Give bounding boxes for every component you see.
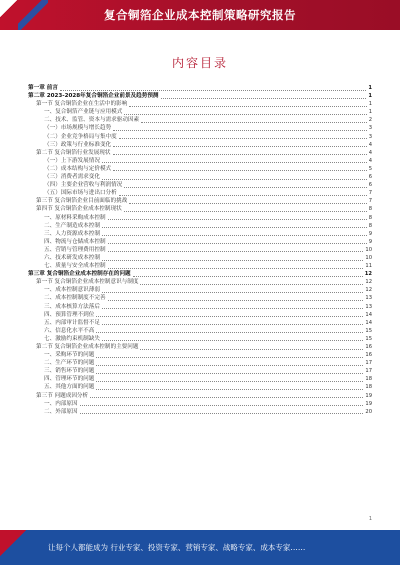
toc-entry-page: 9 bbox=[368, 230, 372, 237]
toc-entry-page: 8 bbox=[368, 222, 372, 229]
toc-leader-dots bbox=[113, 142, 367, 147]
toc-entry-page: 4 bbox=[368, 141, 372, 148]
toc-entry-text: 二、生产环节的问题 bbox=[44, 360, 95, 367]
toc-title: 内容目录 bbox=[171, 56, 228, 70]
toc-entry-text: （三）政策与行业标准变化 bbox=[44, 141, 112, 148]
toc-entry-page: 17 bbox=[365, 360, 372, 367]
toc-entry[interactable] bbox=[28, 303, 372, 311]
toc-entry[interactable] bbox=[28, 400, 372, 408]
toc-entry[interactable] bbox=[28, 319, 372, 327]
toc-leader-dots bbox=[102, 304, 363, 309]
toc-entry-text: 第一节 复合铜箔企业在生活中的影响 bbox=[36, 101, 128, 108]
toc-leader-dots bbox=[96, 312, 363, 317]
toc-entry[interactable] bbox=[28, 197, 372, 205]
footer-slogan: 让每个人都能成为 行业专家、投资专家、营销专家、战略专家、成本专家…… bbox=[48, 543, 306, 552]
report-title: 复合铜箔企业成本控制策略研究报告 bbox=[104, 8, 296, 22]
toc-entry-text: （四）主要企业营收与利润情况 bbox=[44, 182, 123, 189]
toc-entry-page: 4 bbox=[368, 157, 372, 164]
toc-entry-page: 3 bbox=[368, 125, 372, 132]
toc-entry[interactable] bbox=[28, 173, 372, 181]
toc-entry[interactable] bbox=[28, 181, 372, 189]
toc-entry[interactable] bbox=[28, 230, 372, 238]
toc-entry-page: 12 bbox=[364, 271, 372, 278]
toc-entry-page: 19 bbox=[365, 400, 372, 407]
toc-entry-text: 第三章 复合铜箔企业成本控制存在的问题 bbox=[28, 271, 131, 278]
toc-leader-dots bbox=[108, 215, 367, 220]
toc-leader-dots bbox=[60, 86, 366, 91]
footer-accent bbox=[0, 530, 30, 565]
toc-leader-dots bbox=[90, 393, 363, 398]
toc-entry[interactable] bbox=[28, 286, 372, 294]
toc-entry[interactable] bbox=[28, 383, 372, 391]
toc-leader-dots bbox=[102, 288, 363, 293]
toc-entry-text: 六、技术研发成本控制 bbox=[44, 254, 100, 261]
toc-entry-page: 1 bbox=[368, 109, 372, 116]
toc-leader-dots bbox=[119, 134, 367, 139]
toc-entry-text: （五）国际市场与进出口分析 bbox=[44, 190, 117, 197]
toc-entry[interactable] bbox=[28, 343, 372, 351]
toc-leader-dots bbox=[141, 118, 367, 123]
report-footer bbox=[0, 530, 400, 565]
toc-entry-text: 一、内部原因 bbox=[44, 400, 78, 407]
toc-leader-dots bbox=[80, 409, 364, 414]
toc-entry[interactable] bbox=[28, 238, 372, 246]
toc-entry[interactable] bbox=[28, 141, 372, 149]
toc-entry[interactable] bbox=[28, 294, 372, 302]
toc-entry-text: 二、技术、监管、资本与需求驱动因素 bbox=[44, 117, 140, 124]
toc-entry-text: 二、外部原因 bbox=[44, 408, 78, 415]
toc-entry[interactable] bbox=[28, 327, 372, 335]
toc-entry-page: 13 bbox=[365, 303, 372, 310]
toc-leader-dots bbox=[102, 175, 367, 180]
toc-entry-text: 二、成本控制制度不完善 bbox=[44, 295, 106, 302]
toc-entry-text: 六、信息化水平不高 bbox=[44, 327, 95, 334]
toc-leader-dots bbox=[96, 377, 363, 382]
toc-entry-page: 8 bbox=[368, 214, 372, 221]
toc-entry-text: 第二节 复合铜箔行业发展现状 bbox=[36, 149, 111, 156]
toc-leader-dots bbox=[102, 336, 363, 341]
toc-entry[interactable] bbox=[28, 351, 372, 359]
toc-entry-text: 四、预算管理不到位 bbox=[44, 311, 95, 318]
toc-entry-page: 14 bbox=[365, 311, 372, 318]
toc-leader-dots bbox=[129, 199, 366, 204]
toc-entry-text: 第二章 2023-2028年复合铜箔企业前景及趋势预测 bbox=[28, 93, 159, 100]
toc-entry-text: 一、复合铜箔产业链与应用模式 bbox=[44, 109, 123, 116]
toc-entry-text: （一）上下游发展情况 bbox=[44, 157, 100, 164]
toc-entry-page: 1 bbox=[368, 85, 372, 91]
report-header bbox=[0, 0, 400, 30]
toc-leader-dots bbox=[140, 280, 363, 285]
toc-entry-text: 三、人力资源成本控制 bbox=[44, 230, 100, 237]
toc-leader-dots bbox=[140, 345, 363, 350]
toc-entry-page: 11 bbox=[365, 263, 372, 270]
toc-entry-page: 9 bbox=[368, 238, 372, 245]
toc-entry-text: （三）消费者需求变化 bbox=[44, 174, 100, 181]
toc-entry-page: 15 bbox=[365, 327, 372, 334]
toc-entry-page: 3 bbox=[368, 133, 372, 140]
toc-entry-text: 七、激励约束机制缺失 bbox=[44, 335, 100, 342]
toc-entry-text: 第三节 问题成因分析 bbox=[36, 392, 89, 399]
toc-entry[interactable] bbox=[28, 359, 372, 367]
toc-entry-text: 五、内部审计监督不足 bbox=[44, 319, 100, 326]
toc-entry-text: 四、物流与仓储成本控制 bbox=[44, 238, 106, 245]
toc-leader-dots bbox=[108, 239, 367, 244]
toc-entry[interactable] bbox=[28, 149, 372, 157]
toc-entry[interactable] bbox=[28, 254, 372, 262]
toc-entry-text: 四、管理环节的问题 bbox=[44, 376, 95, 383]
toc-entry[interactable] bbox=[28, 262, 372, 270]
toc-entry-page: 6 bbox=[368, 174, 372, 181]
toc-entry[interactable] bbox=[28, 92, 372, 100]
toc-leader-dots bbox=[102, 320, 363, 325]
toc-entry[interactable] bbox=[28, 392, 372, 400]
toc-entry[interactable] bbox=[28, 124, 372, 132]
toc-entry[interactable] bbox=[28, 367, 372, 375]
toc-leader-dots bbox=[161, 94, 367, 99]
toc-entry-page: 1 bbox=[368, 101, 372, 108]
toc-entry-text: 五、其他方面的问题 bbox=[44, 384, 95, 391]
toc-entry-text: 二、生产制造成本控制 bbox=[44, 222, 100, 229]
toc-entry-page: 2 bbox=[368, 117, 372, 124]
toc-leader-dots bbox=[129, 102, 366, 107]
toc-entry-text: 第二节 复合铜箔企业成本控制的主要问题 bbox=[36, 344, 139, 350]
toc-entry-page: 16 bbox=[365, 344, 372, 350]
toc-entry-page: 16 bbox=[365, 352, 372, 359]
toc-entry[interactable] bbox=[28, 246, 372, 254]
toc-entry-page: 8 bbox=[368, 206, 372, 213]
toc-entry-text: 一、成本控制意识薄弱 bbox=[44, 287, 100, 294]
toc-leader-dots bbox=[102, 231, 367, 236]
toc-leader-dots bbox=[113, 126, 367, 131]
toc-entry[interactable] bbox=[28, 408, 372, 416]
toc-leader-dots bbox=[102, 158, 367, 163]
toc-leader-dots bbox=[108, 264, 364, 269]
toc-entry-text: 第一章 前言 bbox=[28, 85, 58, 91]
toc-leader-dots bbox=[124, 207, 367, 212]
toc-entry[interactable] bbox=[28, 84, 372, 92]
toc-entry[interactable] bbox=[28, 189, 372, 197]
toc-entry-page: 4 bbox=[368, 149, 372, 156]
toc-leader-dots bbox=[102, 223, 367, 228]
toc-entry-text: 七、质量与安全成本控制 bbox=[44, 263, 106, 270]
toc-entry-page: 12 bbox=[365, 279, 372, 286]
toc-entry-page: 10 bbox=[365, 246, 372, 253]
toc-entry-page: 20 bbox=[365, 408, 372, 415]
toc-entry[interactable] bbox=[28, 278, 372, 286]
toc-entry-text: 一、原材料采购成本控制 bbox=[44, 214, 106, 221]
toc-entry-page: 10 bbox=[365, 254, 372, 261]
toc-entry[interactable] bbox=[28, 270, 372, 278]
toc-entry[interactable] bbox=[28, 108, 372, 116]
toc-entry-page: 13 bbox=[365, 295, 372, 302]
toc-entry[interactable] bbox=[28, 205, 372, 213]
toc-entry-page: 18 bbox=[365, 376, 372, 383]
toc-leader-dots bbox=[102, 256, 363, 261]
toc-leader-dots bbox=[113, 166, 367, 171]
toc-entry[interactable] bbox=[28, 165, 372, 173]
toc-entry-page: 18 bbox=[365, 384, 372, 391]
toc-leader-dots bbox=[113, 150, 367, 155]
toc-entry-text: 第一节 复合铜箔企业成本控制意识与制度 bbox=[36, 279, 139, 286]
toc-entry[interactable] bbox=[28, 100, 372, 108]
toc-entry[interactable] bbox=[28, 375, 372, 383]
toc-leader-dots bbox=[96, 361, 363, 366]
toc-leader-dots bbox=[108, 247, 364, 252]
toc-entry-text: （一）市场规模与增长趋势 bbox=[44, 125, 112, 132]
toc-entry-page: 5 bbox=[368, 165, 372, 172]
toc-entry-page: 12 bbox=[365, 287, 372, 294]
toc-entry-text: （二）成本结构与定价模式 bbox=[44, 165, 112, 172]
toc-entry[interactable] bbox=[28, 157, 372, 165]
toc-leader-dots bbox=[124, 110, 366, 115]
toc-entry-page: 19 bbox=[365, 392, 372, 399]
page-number: 1 bbox=[368, 516, 372, 522]
toc-leader-dots bbox=[96, 328, 363, 333]
toc-entry-text: 三、成本核算方法落后 bbox=[44, 303, 100, 310]
toc-page bbox=[28, 42, 372, 512]
toc-entry-page: 7 bbox=[368, 190, 372, 197]
toc-entry-page: 15 bbox=[365, 335, 372, 342]
toc-entry-text: 第三节 复合铜箔企业目前面临的挑战 bbox=[36, 198, 128, 205]
toc-entry-page: 7 bbox=[368, 198, 372, 205]
toc-leader-dots bbox=[96, 353, 363, 358]
toc-entry[interactable] bbox=[28, 133, 372, 141]
toc-entry-text: 三、销售环节的问题 bbox=[44, 368, 95, 375]
toc-entry-text: （二）企业竞争格局与集中度 bbox=[44, 133, 117, 140]
toc-entry[interactable] bbox=[28, 222, 372, 230]
toc-entry-page: 6 bbox=[368, 182, 372, 189]
toc-entry[interactable] bbox=[28, 311, 372, 319]
toc-leader-dots bbox=[108, 296, 364, 301]
toc-entry-text: 一、采购环节的问题 bbox=[44, 352, 95, 359]
toc-leader-dots bbox=[119, 191, 367, 196]
toc-entry[interactable] bbox=[28, 116, 372, 124]
toc-leader-dots bbox=[96, 369, 363, 374]
toc-entry[interactable] bbox=[28, 214, 372, 222]
toc-leader-dots bbox=[124, 183, 366, 188]
toc-entry-text: 第四节 复合铜箔企业成本控制现状 bbox=[36, 206, 122, 213]
toc-entry-page: 17 bbox=[365, 368, 372, 375]
toc-entry-page: 1 bbox=[368, 93, 372, 100]
toc-entry[interactable] bbox=[28, 335, 372, 343]
toc-leader-dots bbox=[96, 385, 363, 390]
toc-entry-text: 五、营销与管理费用控制 bbox=[44, 246, 106, 253]
toc-leader-dots bbox=[133, 272, 363, 277]
toc-entry-page: 14 bbox=[365, 319, 372, 326]
toc-list bbox=[28, 84, 372, 416]
toc-leader-dots bbox=[80, 401, 364, 406]
